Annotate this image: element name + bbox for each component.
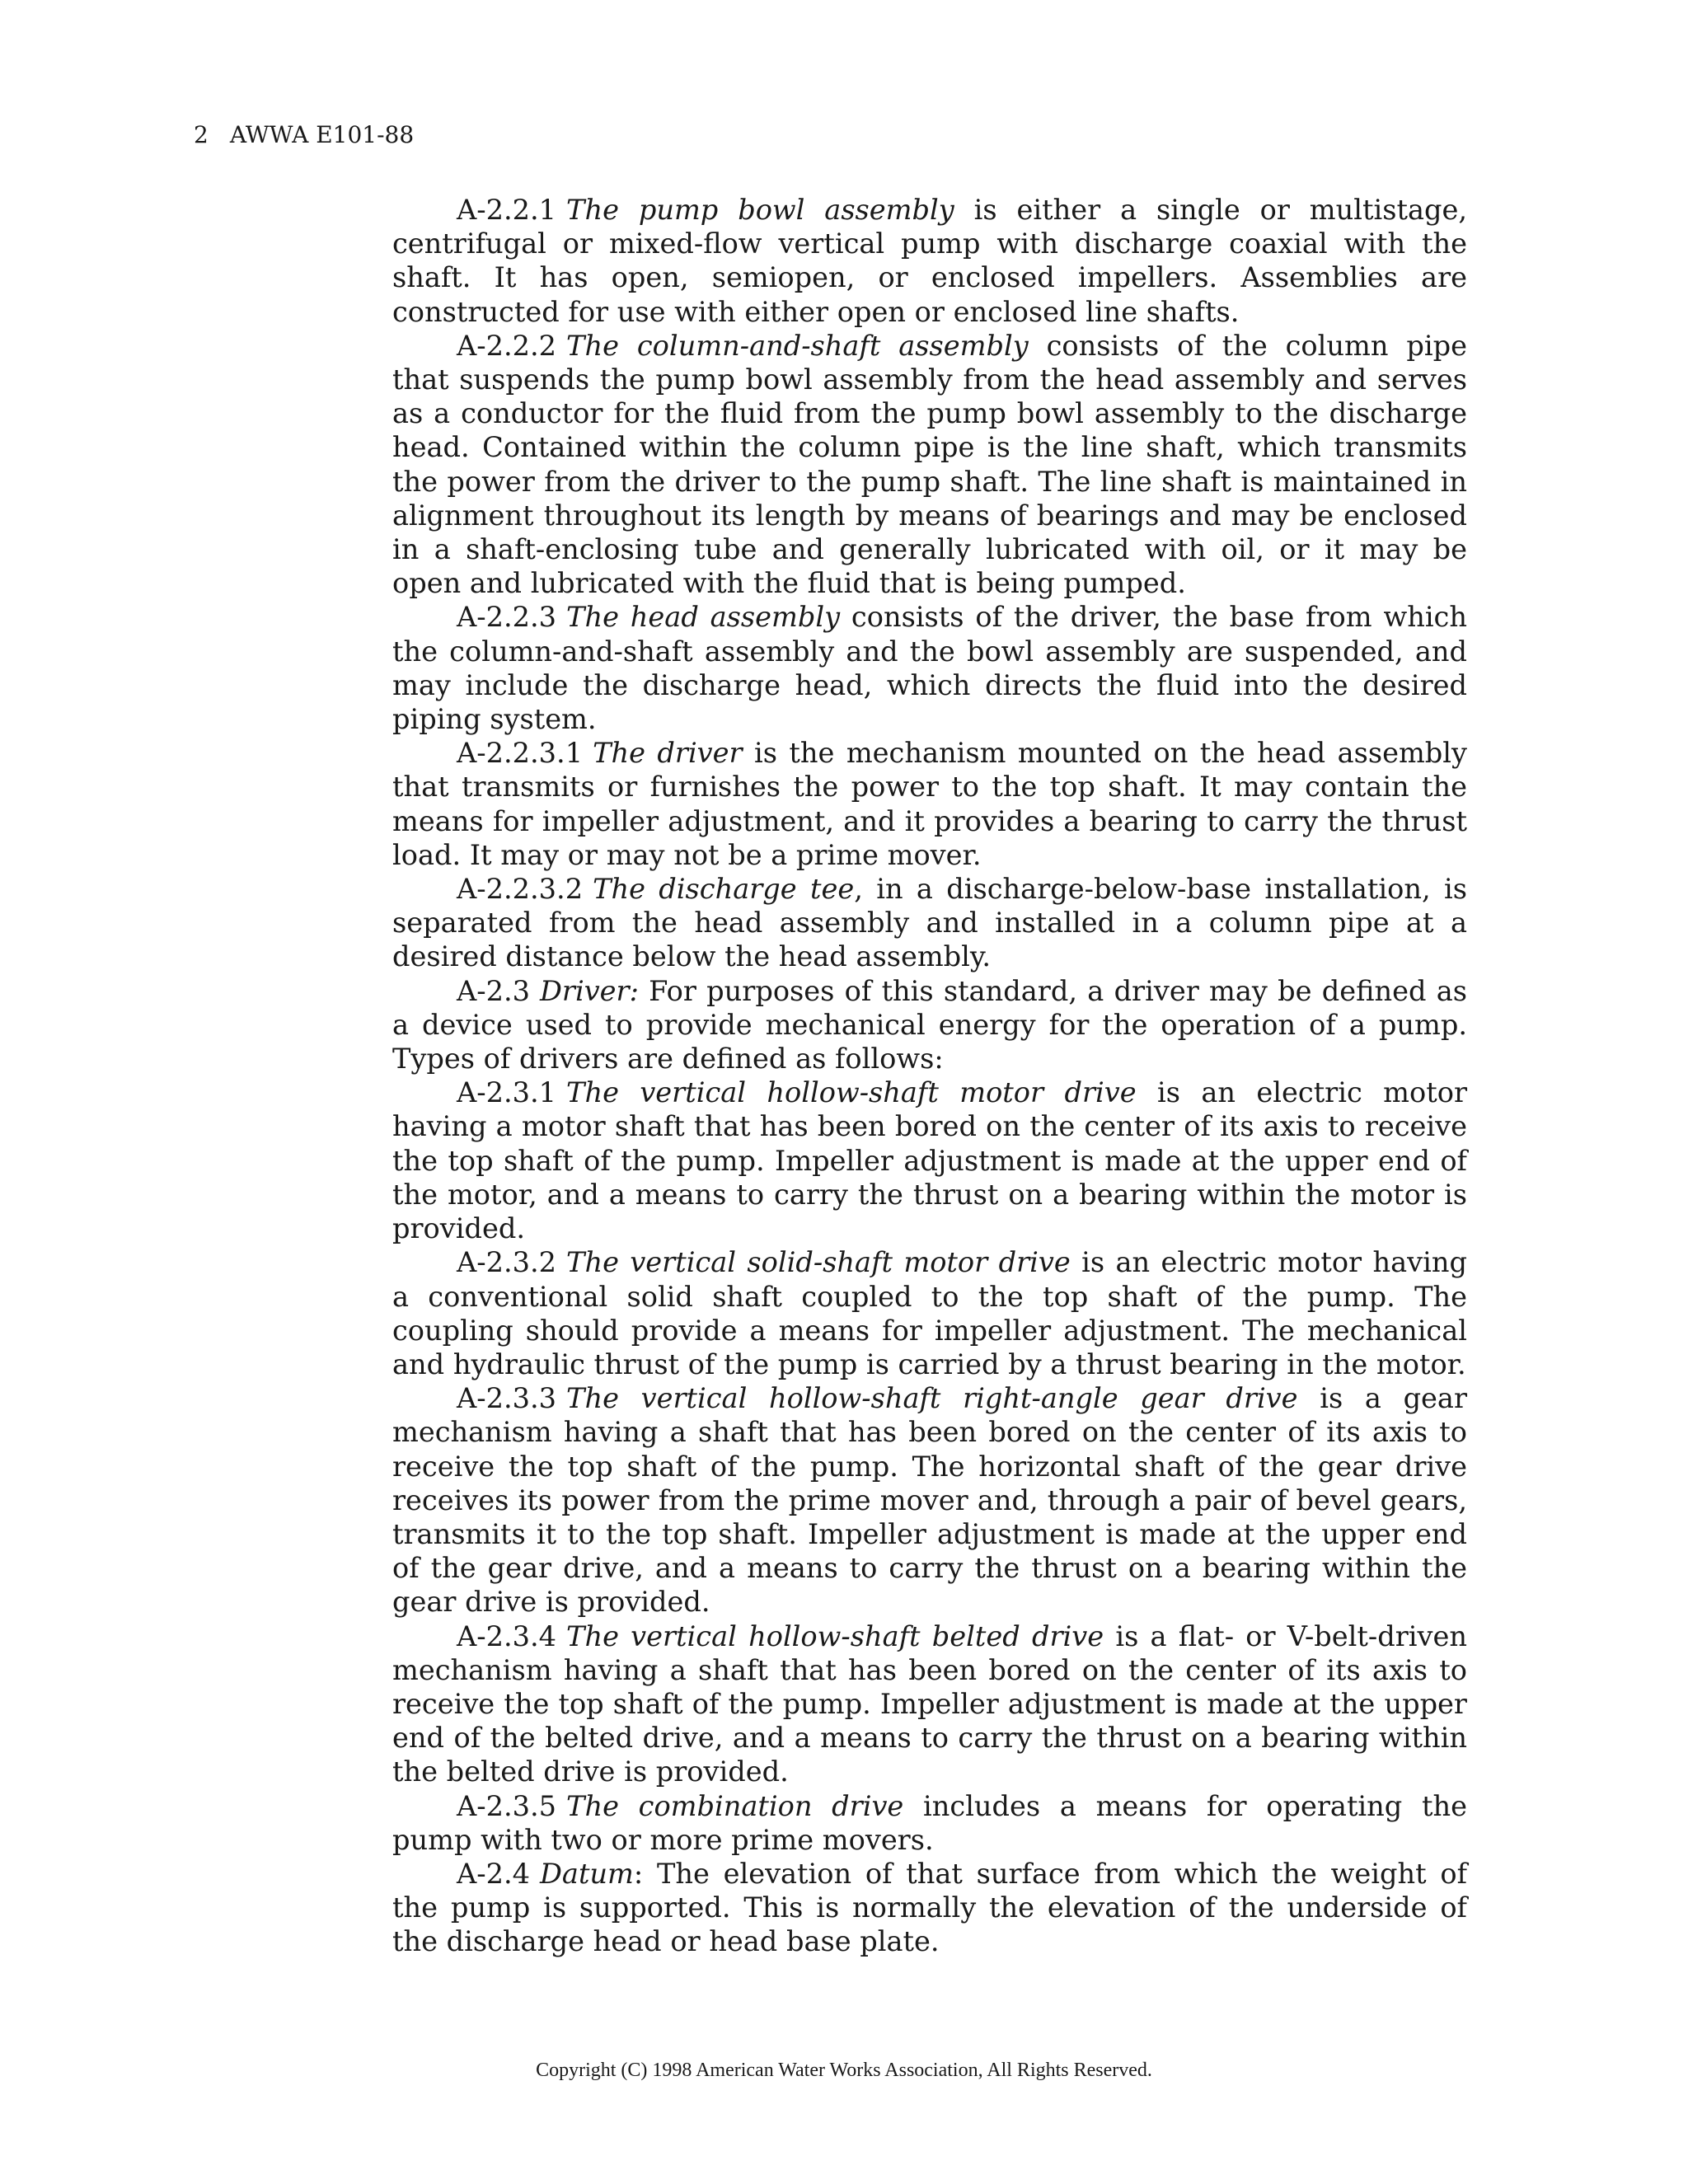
section-term: The combination drive [566,1789,904,1822]
section-term: The vertical solid-shaft motor drive [566,1246,1071,1279]
section-number: A-2.2.2 [457,329,557,362]
section-text: For purposes of this standard, a driver may be defined as a device used to provide mechanical energy for the operation of a pump. Types of drivers are defined as follows: [392,974,1467,1076]
section-text: is either a single or multistage, centrifugal or mixed-flow vertical pump with discharge coaxial with the shaft. It has open, semiopen, or enclosed impellers. Assemblies are constructed for use with either open or enclosed line shafts. [392,194,1467,328]
paragraph-a-2-4 [392,1857,1467,1959]
paragraph-a-2-3-2 [392,1245,1467,1381]
body-text [392,193,1467,1959]
section-term: The pump bowl assembly [566,194,954,226]
page-number: 2 [194,121,209,148]
paragraph-a-2-3-4 [392,1619,1467,1789]
paragraph-a-2-2-1 [392,193,1467,329]
standard-designation: AWWA E101-88 [229,121,415,148]
section-text: is a flat- or V-belt-driven mechanism having a shaft that has been bored on the center of its axis to receive the top shaft of the pump. Impeller adjustment is made at the upper end of the belted drive, and a means to carry the thrust on a bearing within the belted drive is provided. [392,1619,1467,1788]
section-text: consists of the column pipe that suspends the pump bowl assembly from the head assembly and serves as a conductor for the fluid from the pump bowl assembly to the discharge head. Contained within the column pipe is the line shaft, which transmits the power from the driver to the pump shaft. The line shaft is maintained in alignment throughout its length by means of bearings and may be enclosed in a shaft-enclosing tube and generally lubricated with oil, or it may be open and lubricated with the fluid that is being pumped. [392,329,1468,600]
section-number: A-2.3.3 [457,1382,557,1415]
paragraph-a-2-2-3-2 [392,872,1467,974]
section-text: consists of the driver, the base from which the column-and-shaft assembly and the bowl assembly are suspended, and may include the discharge head, which directs the fluid into the desired piping system. [392,601,1467,736]
paragraph-a-2-2-3-1 [392,736,1467,872]
section-number: A-2.2.3.2 [457,873,584,906]
section-text: is a gear mechanism having a shaft that has been bored on the center of its axis to receive the top shaft of the pump. The horizontal shaft of the gear drive receives its power from the prime mover and, through a pair of bevel gears, transmits it to the top shaft. Impeller adjustment is made at the upper end of the gear drive, and a means to carry the thrust on a bearing within the gear drive is provided. [392,1382,1468,1619]
section-term: The driver [593,737,743,770]
section-number: A-2.2.3 [457,601,557,634]
paragraph-a-2-3-5 [392,1789,1467,1857]
section-term: The vertical hollow-shaft motor drive [566,1076,1137,1109]
section-term: The head assembly [566,601,841,634]
paragraph-a-2-3 [392,974,1467,1076]
section-term: Driver: [540,974,639,1007]
section-number: A-2.2.3.1 [457,737,584,770]
section-number: A-2.3 [457,974,530,1007]
section-term: The vertical hollow-shaft belted drive [566,1619,1104,1652]
paragraph-a-2-2-3 [392,600,1467,736]
paragraph-a-2-2-2 [392,329,1467,601]
section-text: : The elevation of that surface from which the weight of the pump is supported. This is normally the elevation of the underside of the discharge head or head base plate. [392,1857,1467,1958]
section-number: A-2.3.4 [457,1619,557,1652]
section-text: , in a discharge-below-base installation, is separated from the head assembly and installed in a column pipe at a desired distance below the head assembly. [392,873,1467,973]
copyright-footer: Copyright (C) 1998 American Water Works Association, All Rights Reserved. [536,2060,1152,2081]
section-text: includes a means for operating the pump with two or more prime movers. [392,1789,1467,1856]
section-number: A-2.3.2 [457,1246,557,1279]
section-number: A-2.3.1 [457,1076,557,1109]
section-number: A-2.2.1 [457,194,557,226]
paragraph-a-2-3-3 [392,1381,1467,1619]
section-term: The column-and-shaft assembly [566,329,1029,362]
section-number: A-2.3.5 [457,1789,557,1822]
section-term: Datum [540,1857,634,1890]
section-text: is the mechanism mounted on the head assembly that transmits or furnishes the power to the top shaft. It may contain the means for impeller adjustment, and it provides a bearing to carry the thrust load. It may or may not be a prime mover. [392,737,1468,871]
section-text: is an electric motor having a conventional solid shaft coupled to the top shaft of the pump. The coupling should provide a means for impeller adjustment. The mechanical and hydraulic thrust of the pump is carried by a thrust bearing in the motor. [392,1246,1467,1380]
section-number: A-2.4 [457,1857,530,1890]
paragraph-a-2-3-1 [392,1076,1467,1245]
section-text: is an electric motor having a motor shaft that has been bored on the center of its axis to receive the top shaft of the pump. Impeller adjustment is made at the upper end of the motor, and a means to carry the thrust on a bearing within the motor is provided. [392,1076,1467,1245]
page-header [194,121,415,148]
section-term: The vertical hollow-shaft right-angle gear drive [566,1382,1298,1415]
section-term: The discharge tee [593,873,855,906]
